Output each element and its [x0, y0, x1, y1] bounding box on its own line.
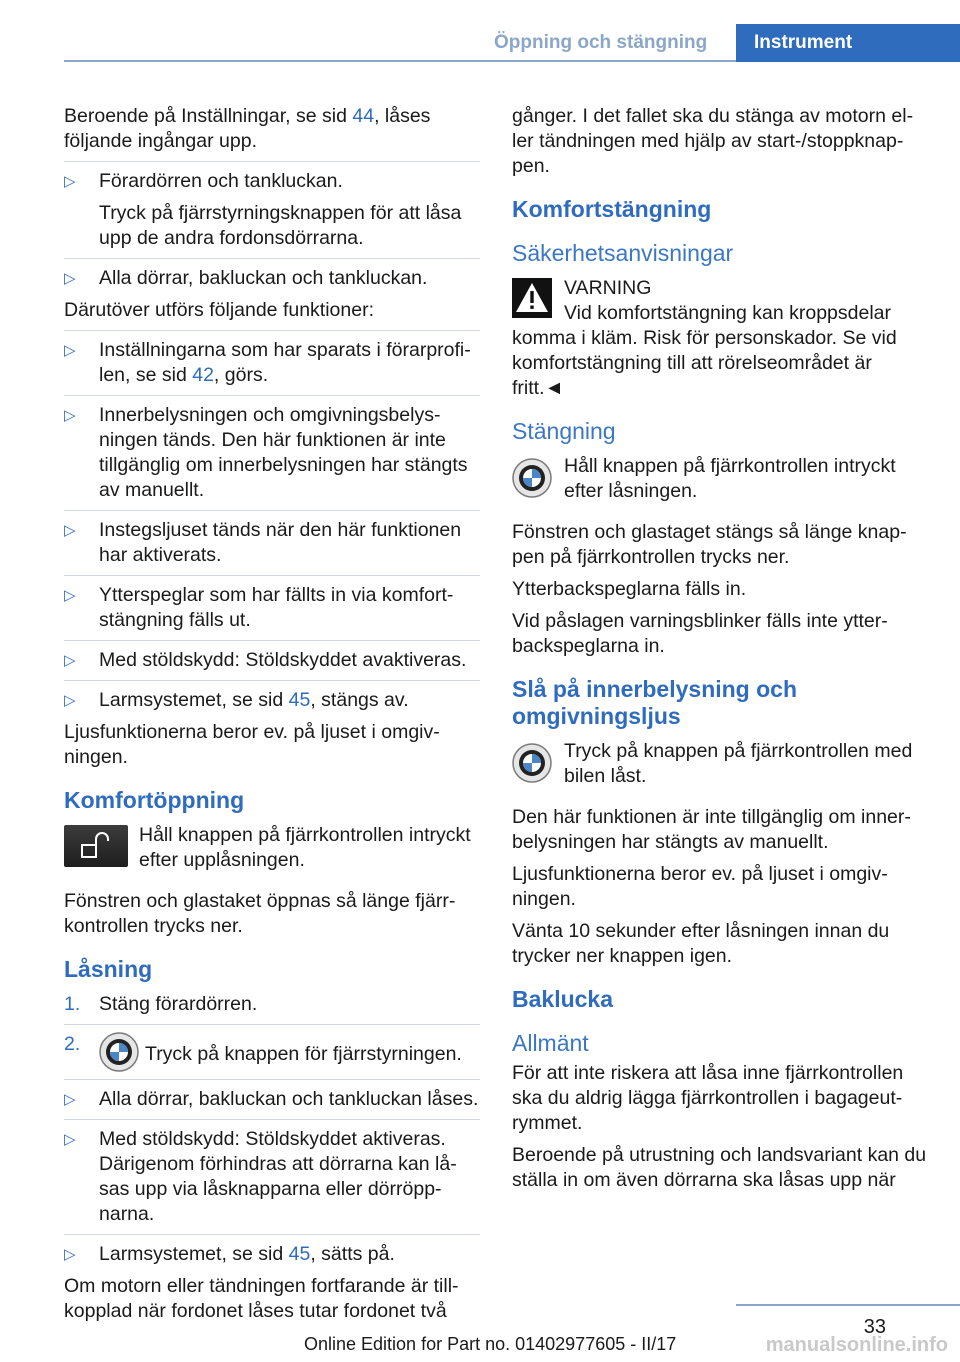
divider: [64, 330, 480, 331]
paragraph: Fönstren och glastaket öppnas så länge fjärrkontrollen trycks ner.: [64, 890, 456, 937]
subheading-sakerhetsanvisningar: Säkerhetsanvisningar: [512, 240, 734, 266]
divider: [64, 258, 480, 259]
divider: [64, 1024, 480, 1025]
paragraph: Vid påslagen varningsblinker fälls inte ytterbackspeglarna in.: [512, 610, 888, 657]
divider: [64, 395, 480, 396]
divider: [64, 680, 480, 681]
bullet-item: ▷ Ytterspeglar som har fällts in via komfortstängning fälls ut.: [64, 584, 454, 631]
bullet-item: ▷ Med stöldskydd: Stöldskyddet aktiveras. Därigenom förhindras att dörrarna kan låsas upp via låsknapparna eller dörröppnarna.: [64, 1128, 457, 1225]
watermark: manualsonline.info: [765, 1334, 948, 1356]
warning-triangle-icon: [512, 278, 552, 318]
divider: [64, 1079, 480, 1080]
triangle-bullet-icon: ▷: [64, 270, 76, 287]
divider: [64, 1234, 480, 1235]
bullet-item: ▷ Inställningarna som har sparats i förarprofilen, se sid 42, görs.: [64, 339, 471, 386]
warning-text: Vid komfortstängning kan kroppsdelar komma i kläm. Risk för personskador. Se vid komfortstängning till att rörelseområdet är fritt.◄: [512, 302, 897, 399]
subheading-stangning: Stängning: [512, 418, 616, 444]
triangle-bullet-icon: ▷: [64, 342, 76, 359]
paragraph: Ljusfunktionerna beror ev. på ljuset i omgivningen.: [64, 721, 440, 768]
triangle-bullet-icon: ▷: [64, 173, 76, 190]
divider: [64, 161, 480, 162]
triangle-bullet-icon: ▷: [64, 407, 76, 424]
triangle-bullet-icon: ▷: [64, 1131, 76, 1148]
page-link[interactable]: 42: [192, 364, 214, 386]
bullet-item: ▷ Alla dörrar, bakluckan och tankluckan låses.: [64, 1088, 479, 1110]
bullet-item: ▷ Med stöldskydd: Stöldskyddet avaktiveras.: [64, 649, 467, 671]
bmw-key-icon: [99, 1032, 139, 1072]
instruction-with-icon: Håll knappen på fjärrkontrollen intryckt efter låsningen.: [512, 454, 928, 504]
instruction-with-icon: Tryck på knappen på fjärrkontrollen med bilen låst.: [512, 739, 928, 789]
triangle-bullet-icon: ▷: [64, 692, 76, 709]
paragraph: För att inte riskera att låsa inne fjärrkontrollen ska du aldrig lägga fjärrkontrollen i bagageutrymmet.: [512, 1062, 904, 1134]
warning-title: VARNING: [564, 277, 652, 299]
divider: [64, 575, 480, 576]
divider: [64, 510, 480, 511]
intro-paragraph: Beroende på Inställningar, se sid 44, låses följande ingångar upp.: [64, 105, 431, 152]
bullet-item: ▷ Innerbelysningen och omgivningsbelysningen tänds. Den här funktionen är inte tillgänglig om innerbelysningen har stängts av manuellt.: [64, 404, 468, 501]
left-column: [64, 104, 480, 1331]
bullet-item: ▷ Alla dörrar, bakluckan och tankluckan.: [64, 267, 428, 289]
edition-note: Online Edition for Part no. 01402977605 - II/17: [304, 1334, 677, 1354]
bullet-item: ▷ Instegsljuset tänds när den här funktionen har aktiverats.: [64, 519, 462, 566]
unlock-button-icon: [64, 825, 128, 867]
numbered-step: 2. Tryck på knappen för fjärrstyrningen.: [64, 1032, 480, 1072]
triangle-bullet-icon: ▷: [64, 1246, 76, 1263]
paragraph: Om motorn eller tändningen fortfarande är tillkopplad när fordonet låses tutar fordonet två: [64, 1275, 459, 1322]
triangle-bullet-icon: ▷: [64, 1091, 76, 1108]
section-heading-sla-pa: Slå på innerbelysning och omgivningsljus: [512, 676, 798, 729]
triangle-bullet-icon: ▷: [64, 652, 76, 669]
section-heading-baklucka: Baklucka: [512, 986, 614, 1012]
instruction-with-icon: Håll knappen på fjärrkontrollen intryckt efter upplåsningen.: [64, 823, 480, 873]
paragraph: Ytterbackspeglarna fälls in.: [512, 578, 747, 600]
divider: [64, 1119, 480, 1120]
triangle-bullet-icon: ▷: [64, 587, 76, 604]
bmw-key-icon: [512, 743, 552, 783]
bullet-subtext: Tryck på fjärrstyrningsknappen för att låsa upp de andra fordonsdörrarna.: [99, 202, 462, 249]
bullet-item: ▷ Larmsystemet, se sid 45, stängs av.: [64, 689, 409, 711]
page-link[interactable]: 45: [288, 1243, 311, 1265]
triangle-bullet-icon: ▷: [64, 522, 76, 539]
numbered-step: 1. Stäng förardörren.: [64, 993, 258, 1015]
paragraph: gånger. I det fallet ska du stänga av motorn eller tändningen med hjälp av start-/stoppknappen.: [512, 105, 914, 177]
paragraph: Fönstren och glastaget stängs så länge knappen på fjärrkontrollen trycks ner.: [512, 521, 907, 568]
right-column: [512, 104, 928, 1200]
paragraph: Ljusfunktionerna beror ev. på ljuset i omgivningen.: [512, 863, 888, 910]
paragraph: Därutöver utförs följande funktioner:: [64, 299, 375, 321]
subheading-allmant: Allmänt: [512, 1030, 589, 1056]
header-chapter-tab[interactable]: Instrument: [736, 24, 960, 62]
paragraph: Den här funktionen är inte tillgänglig om innerbelysningen har stängts av manuellt.: [512, 806, 911, 853]
divider: [64, 640, 480, 641]
paragraph: Vänta 10 sekunder efter låsningen innan du trycker ner knappen igen.: [512, 920, 890, 967]
page-number: 33: [863, 1316, 886, 1338]
page-link[interactable]: 44: [352, 105, 375, 127]
footer-rule: [736, 1304, 960, 1306]
bmw-key-icon: [512, 458, 552, 498]
section-heading-komfortoppning: Komfortöppning: [64, 787, 245, 813]
section-heading-lasning: Låsning: [64, 956, 153, 982]
header-section-title: Öppning och stängning: [494, 32, 708, 53]
warning-block: [512, 276, 928, 401]
bullet-item: ▷ Förardörren och tankluckan.: [64, 170, 343, 192]
paragraph: Beroende på utrustning och landsvariant kan du ställa in om även dörrarna ska låsas upp när: [512, 1144, 927, 1191]
page-link[interactable]: 45: [288, 689, 311, 711]
bullet-item: ▷ Larmsystemet, se sid 45, sätts på.: [64, 1243, 395, 1265]
section-heading-komfortstangning: Komfortstängning: [512, 196, 712, 222]
